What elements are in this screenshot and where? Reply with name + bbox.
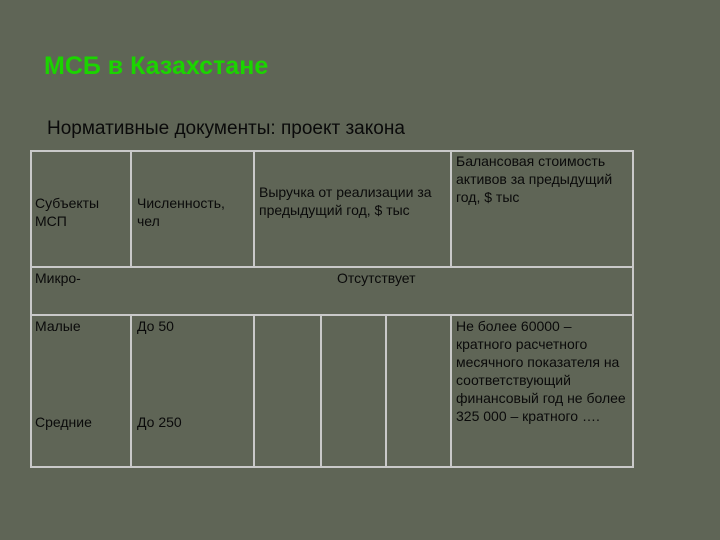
slide-subtitle: Нормативные документы: проект закона [47,118,405,139]
row-micro-subject: Микро- [35,270,81,286]
assets-limit-note: Не более 60000 – кратного расчетного месячного показателя на соответствующий финансовый год не более 325 000 – кратного …. [456,318,626,424]
header-row-divider [30,266,634,268]
col-divider-5 [450,150,452,266]
table-border-left [30,150,32,468]
header-revenue: Выручка от реализации за предыдущий год, $ тыс [259,184,432,218]
header-assets: Балансовая стоимость активов за предыдущий год, $ тыс [456,153,613,205]
col-divider-2 [253,150,255,266]
row-small-subject: Малые [35,318,81,334]
col-divider-5-lower [450,314,452,468]
col-divider-2-lower [253,314,255,468]
table-border-bottom [30,466,634,468]
col-divider-4 [385,314,387,468]
col-divider-1 [130,150,132,266]
sme-criteria-table [30,150,634,468]
micro-row-divider [30,314,634,316]
row-medium-subject: Средние [35,414,92,430]
row-micro-note: Отсутствует [337,270,416,286]
header-subjects: Субъекты МСП [35,195,100,229]
col-divider-3 [320,314,322,468]
header-headcount: Численность, чел [137,195,225,229]
table-border-right [632,150,634,468]
row-small-headcount: До 50 [137,318,174,334]
slide-title: МСБ в Казахстане [44,52,269,80]
row-medium-headcount: До 250 [137,414,182,430]
col-divider-1-lower [130,314,132,468]
